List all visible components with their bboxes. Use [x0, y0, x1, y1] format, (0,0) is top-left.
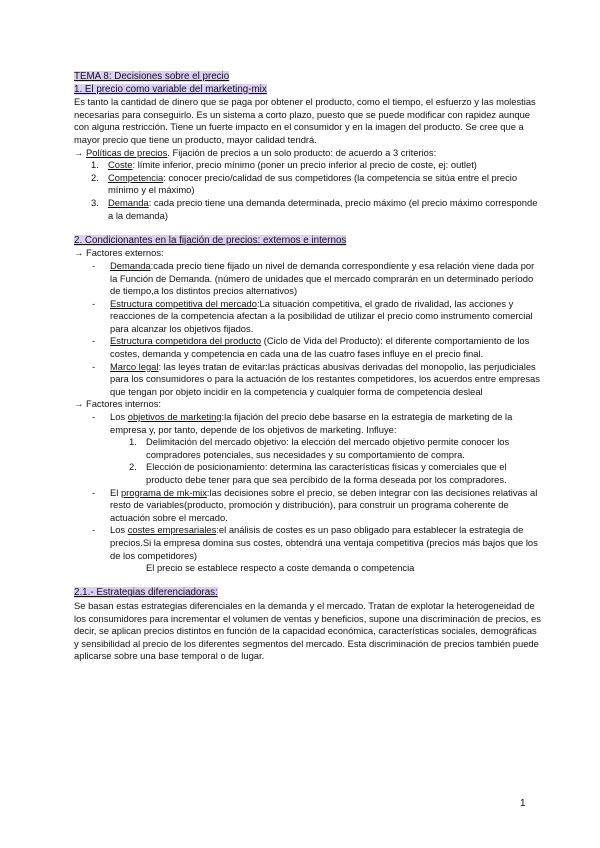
page-number: 1	[520, 798, 526, 809]
interno-item-programa: - El programa de mk-mix:las decisiones sobre el precio, se deben integrar con las decisiones relativas al resto de variables(producto, promoción y distribución), para construir un programa coherente de actuación sobre el mercado.	[92, 486, 538, 523]
section-2-heading: 2. Condicionantes en la fijación de precios: externos e internos	[74, 234, 347, 246]
criterio-item: 3. Demanda: cada precio tiene una demanda determinada, precio máximo (el precio máximo corresponde a la demanda)	[91, 196, 538, 221]
internos-label: → Factores internos:	[74, 398, 162, 410]
externos-label: → Factores externos:	[74, 247, 164, 259]
section-1-intro: Es tanto la cantidad de dinero que se paga por obtener el producto, como el tiempo, el esfuerzo y las molestias necesarias para conseguirlo. Es un sistema a corto plazo, puesto que se puede modificar con rapidez aunque con alguna restricción. Tiene un fuerte impacto en el consumidor y en la imagen del producto. Se cree que a mayor precio que tiene un producto, mayor calidad tendrá.	[74, 96, 536, 145]
costes-note: El precio se establece respecto a coste demanda o competencia	[146, 562, 415, 574]
externo-item: - Marco legal: las leyes tratan de evitar:las prácticas abusivas derivadas del monopolio, las perjudiciales para los consumidores o para la actuación de los restantes competidores, los acuerdos entre empresas que tengan por objeto incidir en la competencia y cualquier forma de competencia desleal	[92, 360, 540, 397]
externo-item: - Estructura competitiva del mercado:La situación competitiva, el grado de rivalidad, las acciones y reacciones de la competencia afectan a la posibilidad de utilizar el precio como instrumento comercial para alcanzar los objetivos fijados.	[92, 297, 533, 334]
criterio-item: 1. Coste: límite inferior, precio mínimo (poner un precio inferior al precio de coste, ej: outlet)	[91, 159, 477, 171]
section-2-1-heading: 2.1.- Estrategias diferenciadoras:	[74, 587, 218, 599]
interno-item-costes: - Los costes empresariales:el análisis de costes es un paso obligado para establecer la estrategia de precios.Si la empresa domina sus costes, obtendrá una ventaja competitiva (precios más bajos que los de los competidores)	[92, 524, 538, 561]
politicas-line: → Políticas de precios. Fijación de precios a un solo producto: de acuerdo a 3 criterios:	[74, 146, 437, 158]
objetivo-subitem: 1. Delimitación del mercado objetivo: la elección del mercado objetivo permite conocer los compradores potenciales, sus necesidades y su comportamiento de compra.	[129, 436, 510, 460]
objetivo-subitem: 2. Elección de posicionamiento: determina las características físicas y comerciales que el producto debe tener para que sea percibido de la forma deseada por los compradores.	[129, 461, 507, 485]
page-title: TEMA 8: Decisiones sobre el precio	[74, 71, 230, 82]
section-2-1-body: Se basan estas estrategias diferenciales en la demanda y el mercado. Tratan de explotar la heterogeneidad de los consumidores para incrementar el volumen de ventas y beneficios, supone una discriminación de precios, es decir, se aplican precios distintos en función de la capacidad económica, características sociales, demográficas y sensibilidad al precio de los diferentes segmentos del mercado. Esta discriminación de precios también puede aplicarse sobre una base temporal o de lugar.	[74, 599, 541, 662]
spacer	[74, 222, 544, 235]
section-1-heading: 1. El precio como variable del marketing-mix	[74, 83, 267, 95]
criterio-item: 2. Competencia: conocer precio/calidad de sus competidores (la competencia se sitúa entre el precio mínimo y el máximo)	[91, 171, 518, 196]
interno-item-objetivos: - Los objetivos de marketing:la fijación del precio debe basarse en la estrategia de marketing de la empresa y, por tanto, depende de los objetivos de marketing. Influye:	[92, 411, 513, 435]
externo-item: - Estructura competidora del producto (Ciclo de Vida del Producto): el diferente comportamiento de los costes, demanda y competencia en cada una de las cuatro fases influye en el precio final.	[92, 335, 530, 360]
document-page	[74, 71, 544, 663]
externo-item: - Demanda:cada precio tiene fijado un nivel de demanda correspondiente y esa relación viene dada por la Función de Demanda. (número de unidades que el mercado comprarán en un determinado período de tiempo,a los distintos precios alternativos)	[92, 259, 535, 297]
spacer	[74, 575, 544, 588]
